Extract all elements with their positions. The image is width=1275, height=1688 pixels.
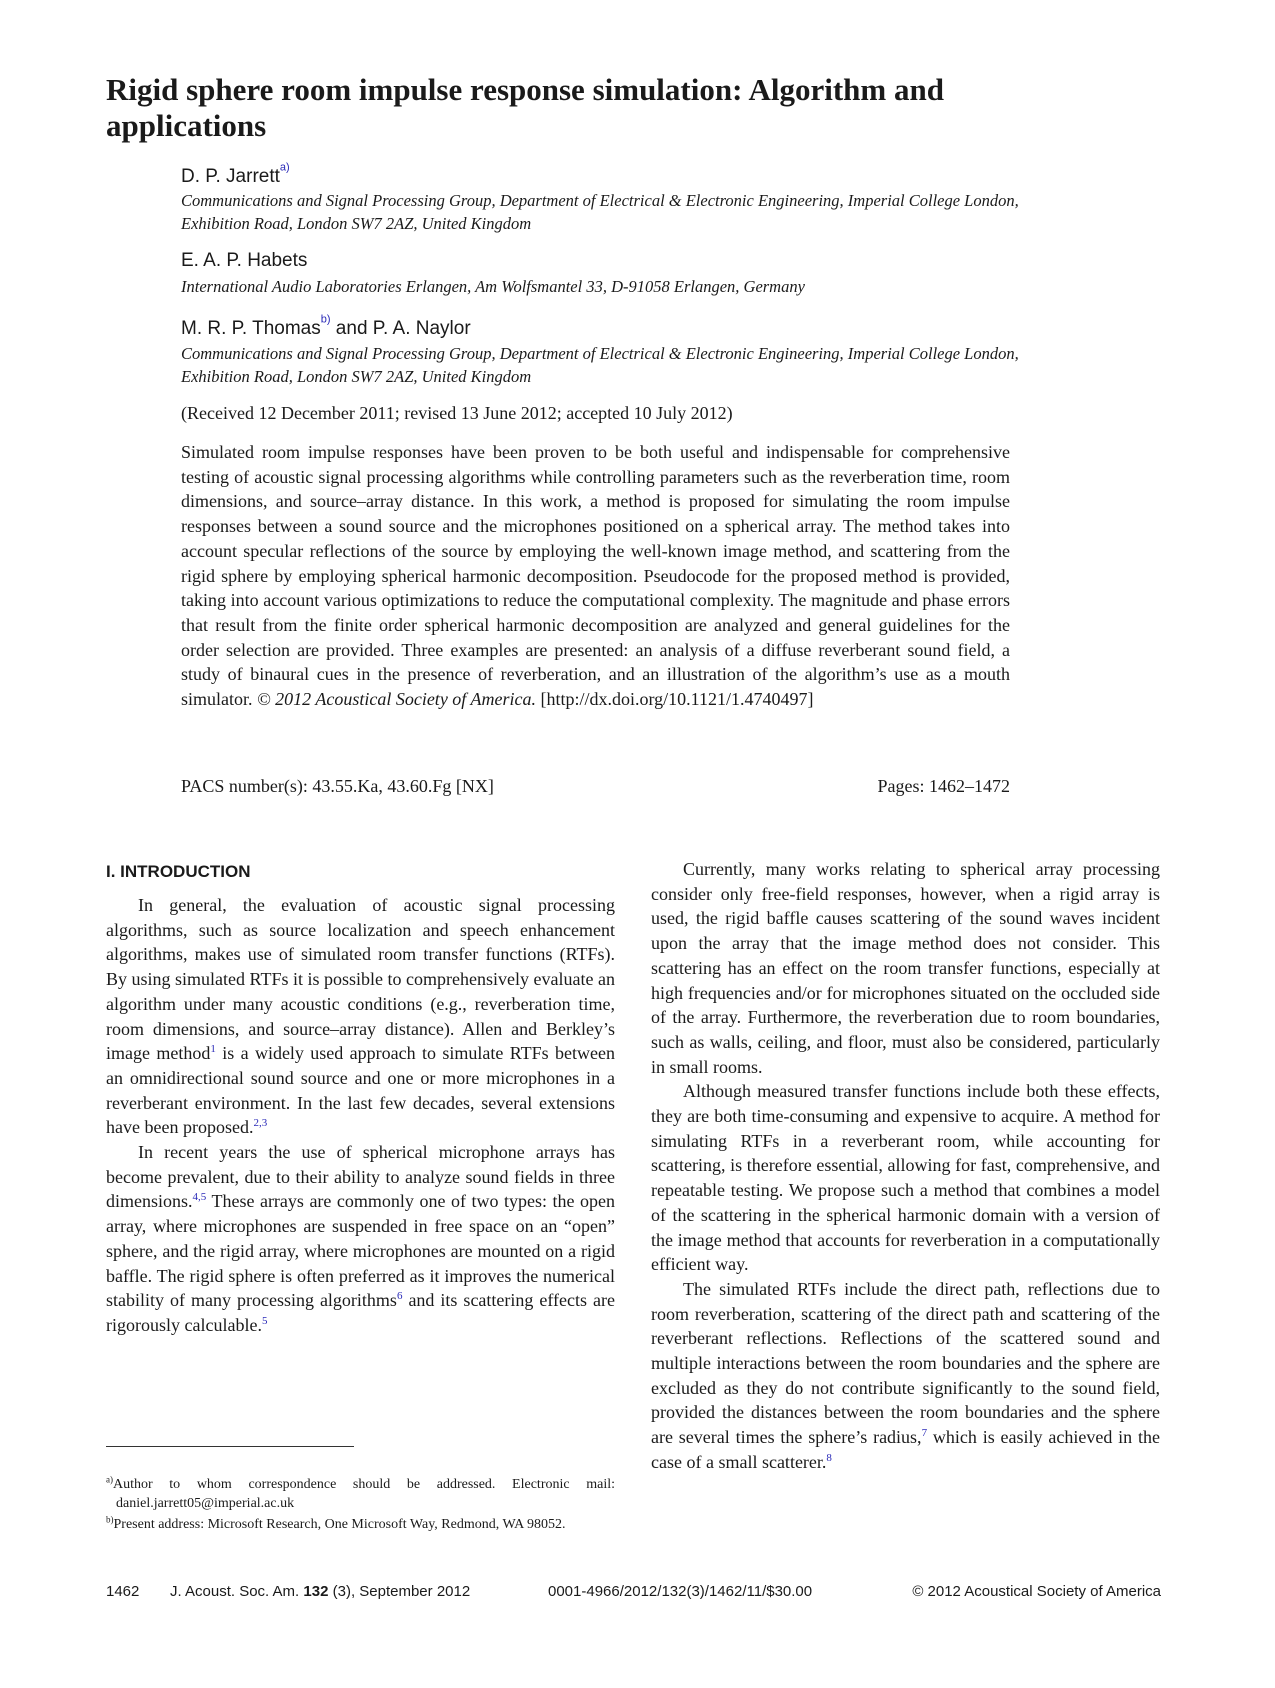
author-3 xyxy=(181,313,471,340)
author-1-affiliation: Communications and Signal Processing Group, Department of Electrical & Electronic Engineering, Imperial College London, Exhibition Road, London SW7 2AZ, United Kingdom xyxy=(181,191,1019,233)
footnote-a xyxy=(106,1475,615,1513)
text-run: is a widely used approach to simulate RTFs between an omnidirectional sound source and one or more microphones in a reverberant environment. In the last few decades, several extensions have been proposed. xyxy=(106,1043,615,1138)
text-run: The simulated RTFs include the direct path, reflections due to room reverberation, scattering of the direct path and scattering of the reverberant reflections. Reflections of the scattered sound and multiple interactions between the room boundaries and the sphere are excluded as they do not contribute significantly to the sound field, provided the distances between the room boundaries and the sphere are several times the sphere’s radius, xyxy=(651,1278,1160,1448)
author-4-name: and P. A. Naylor xyxy=(330,318,471,339)
author-3-footnote-link[interactable]: b) xyxy=(320,313,331,326)
author-2-name: E. A. P. Habets xyxy=(181,250,308,271)
author-1-name: D. P. Jarrett xyxy=(181,166,280,187)
section-heading: I. INTRODUCTION xyxy=(106,862,251,881)
intro-paragraph-3: Currently, many works relating to spherical array processing consider only free-field responses, however, when a rigid array is used, the rigid baffle causes scattering of the sound waves incident upon the array that the image method does not consider. This scattering has an effect on the room transfer functions, especially at high frequencies and/or for microphones situated on the occluded side of the array. Furthermore, the reverberation due to room boundaries, such as walls, ceiling, and floor, must also be considered, particularly in small rooms. xyxy=(651,859,1160,1077)
citation-link[interactable]: 5 xyxy=(261,1314,268,1327)
citation-link[interactable]: 4,5 xyxy=(192,1191,207,1204)
received-dates: (Received 12 December 2011; revised 13 June 2012; accepted 10 July 2012) xyxy=(181,403,733,423)
footnote-b xyxy=(106,1515,615,1534)
footer-journal xyxy=(170,1583,470,1601)
citation-link[interactable]: 1 xyxy=(210,1043,216,1056)
abstract-copyright: © 2012 Acoustical Society of America. xyxy=(257,689,536,710)
author-2-affiliation: International Audio Laboratories Erlangen, Am Wolfsmantel 33, D-91058 Erlangen, Germany xyxy=(181,277,805,296)
footer-copyright: © 2012 Acoustical Society of America xyxy=(912,1583,1161,1600)
abstract-text: Simulated room impulse responses have been proven to be both useful and indispensable for comprehensive testing of acoustic signal processing algorithms while controlling parameters such as the reverberation time, room dimensions, and source–array distance. In this work, a method is proposed for simulating the room impulse responses between a sound source and the microphones positioned on a spherical array. The method takes into account specular reflections of the source by employing the well-known image method, and scattering from the rigid sphere by employing spherical harmonic decomposition. Pseudocode for the proposed method is provided, taking into account various optimizations to reduce the computational complexity. The magnitude and phase errors that result from the finite order spherical harmonic decomposition are analyzed and general guidelines for the order selection are provided. Three examples are presented: an analysis of a diffuse reverberant sound field, a study of binaural cues in the presence of reverberation, and an illustration of the algorithm’s use as a mouth simulator. xyxy=(181,442,1010,710)
abstract-doi[interactable]: [http://dx.doi.org/10.1121/1.4740497] xyxy=(540,689,814,710)
author-1 xyxy=(181,161,290,188)
left-column xyxy=(106,893,615,1338)
text-run: In general, the evaluation of acoustic signal processing algorithms, such as source localization and speech enhancement algorithms, makes use of simulated room transfer functions (RTFs). By using simulated RTFs it is possible to comprehensively evaluate an algorithm under many acoustic conditions (e.g., reverberation time, room dimensions, and source–array distance). Allen and Berkley’s image method xyxy=(106,895,615,1064)
journal-volume: 132 xyxy=(303,1583,329,1600)
author-3-affiliation: Communications and Signal Processing Group, Department of Electrical & Electronic Engineering, Imperial College London, Exhibition Road, London SW7 2AZ, United Kingdom xyxy=(181,344,1019,386)
footnotes xyxy=(106,1475,615,1536)
intro-paragraph-5 xyxy=(651,1277,1160,1475)
page-range: Pages: 1462–1472 xyxy=(877,776,1010,796)
intro-paragraph-2 xyxy=(106,1140,615,1338)
intro-paragraph-1 xyxy=(106,893,615,1140)
right-column xyxy=(651,857,1160,1475)
footer-page-number: 1462 xyxy=(106,1583,140,1600)
footnote-mark: b) xyxy=(106,1514,114,1525)
citation-link[interactable]: 2,3 xyxy=(253,1117,268,1130)
pacs-numbers: PACS number(s): 43.55.Ka, 43.60.Fg [NX] xyxy=(181,776,494,796)
paper-title: Rigid sphere room impulse response simulation: Algorithm and applications xyxy=(106,72,944,143)
journal-name: J. Acoust. Soc. Am. xyxy=(170,1583,300,1600)
intro-paragraph-4: Although measured transfer functions include both these effects, they are both time-consuming and expensive to acquire. A method for simulating RTFs in a reverberant room, while accounting for scattering, is therefore essential, allowing for fast, comprehensive, and repeatable testing. We propose such a method that combines a model of the scattering in the spherical harmonic domain with a version of the image method that accounts for reverberation in a computationally efficient way. xyxy=(651,1081,1160,1275)
text-run: which is easily achieved in the case of a small scatterer. xyxy=(651,1427,1160,1472)
citation-link[interactable]: 7 xyxy=(921,1427,928,1440)
journal-issue: (3), September 2012 xyxy=(328,1583,471,1600)
author-1-footnote-link[interactable]: a) xyxy=(279,161,290,174)
text-run: and its scattering effects are rigorously calculable. xyxy=(106,1290,616,1335)
author-3-name: M. R. P. Thomas xyxy=(181,318,321,339)
footnote-divider xyxy=(106,1446,354,1447)
author-2 xyxy=(181,250,307,272)
text-run: These arrays are commonly one of two types: the open array, where microphones are suspended in free space on an “open” sphere, and the rigid array, where microphones are mounted on a rigid baffle. The rigid sphere is often preferred as it improves the numerical stability of many processing algorithms xyxy=(106,1191,615,1311)
citation-link[interactable]: 8 xyxy=(826,1451,832,1464)
footnote-text: Author to whom correspondence should be addressed. Electronic mail: daniel.jarrett05@imperial.ac.uk xyxy=(113,1477,615,1511)
footer-code: 0001-4966/2012/132(3)/1462/11/$30.00 xyxy=(548,1583,813,1600)
footnote-text: Present address: Microsoft Research, One Microsoft Way, Redmond, WA 98052. xyxy=(113,1517,566,1532)
text-run: In recent years the use of spherical microphone arrays has become prevalent, due to their ability to analyze sound fields in three dimensions. xyxy=(106,1142,615,1212)
footnote-mark: a) xyxy=(106,1474,113,1485)
abstract xyxy=(181,440,1010,712)
citation-link[interactable]: 6 xyxy=(396,1290,403,1303)
